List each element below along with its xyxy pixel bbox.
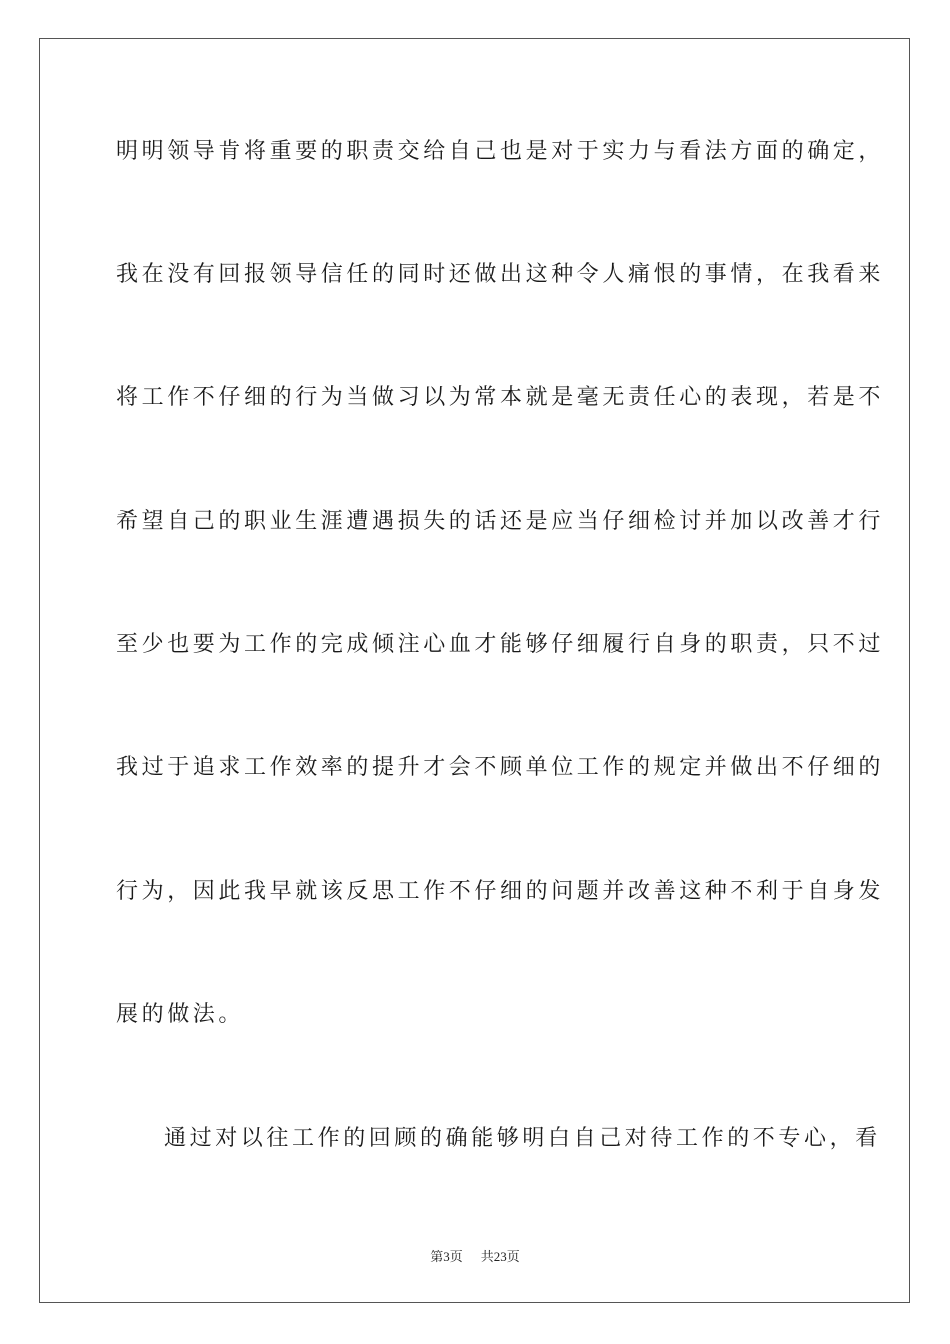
page-border [39, 38, 910, 1303]
body-text-line-9: 通过对以往工作的回顾的确能够明白自己对待工作的不专心，看 [164, 1126, 881, 1151]
body-text-line-7: 行为，因此我早就该反思工作不仔细的问题并改善这种不利于自身发 [116, 879, 885, 904]
current-page-label: 第3页 [430, 1249, 463, 1264]
page-footer [0, 1249, 950, 1265]
body-text-line-5: 至少也要为工作的完成倾注心血才能够仔细履行自身的职责，只不过 [116, 632, 885, 657]
body-text-line-4: 希望自己的职业生涯遭遇损失的话还是应当仔细检讨并加以改善才行 [116, 509, 885, 534]
body-text-line-3: 将工作不仔细的行为当做习以为常本就是毫无责任心的表现，若是不 [116, 385, 885, 410]
total-pages-label: 共23页 [480, 1249, 520, 1264]
body-text-line-2: 我在没有回报领导信任的同时还做出这种令人痛恨的事情，在我看来 [116, 262, 885, 287]
body-text-line-1: 明明领导肯将重要的职责交给自己也是对于实力与看法方面的确定， [116, 139, 885, 164]
body-text-line-8: 展的做法。 [116, 1002, 245, 1027]
body-text-line-6: 我过于追求工作效率的提升才会不顾单位工作的规定并做出不仔细的 [116, 755, 885, 780]
